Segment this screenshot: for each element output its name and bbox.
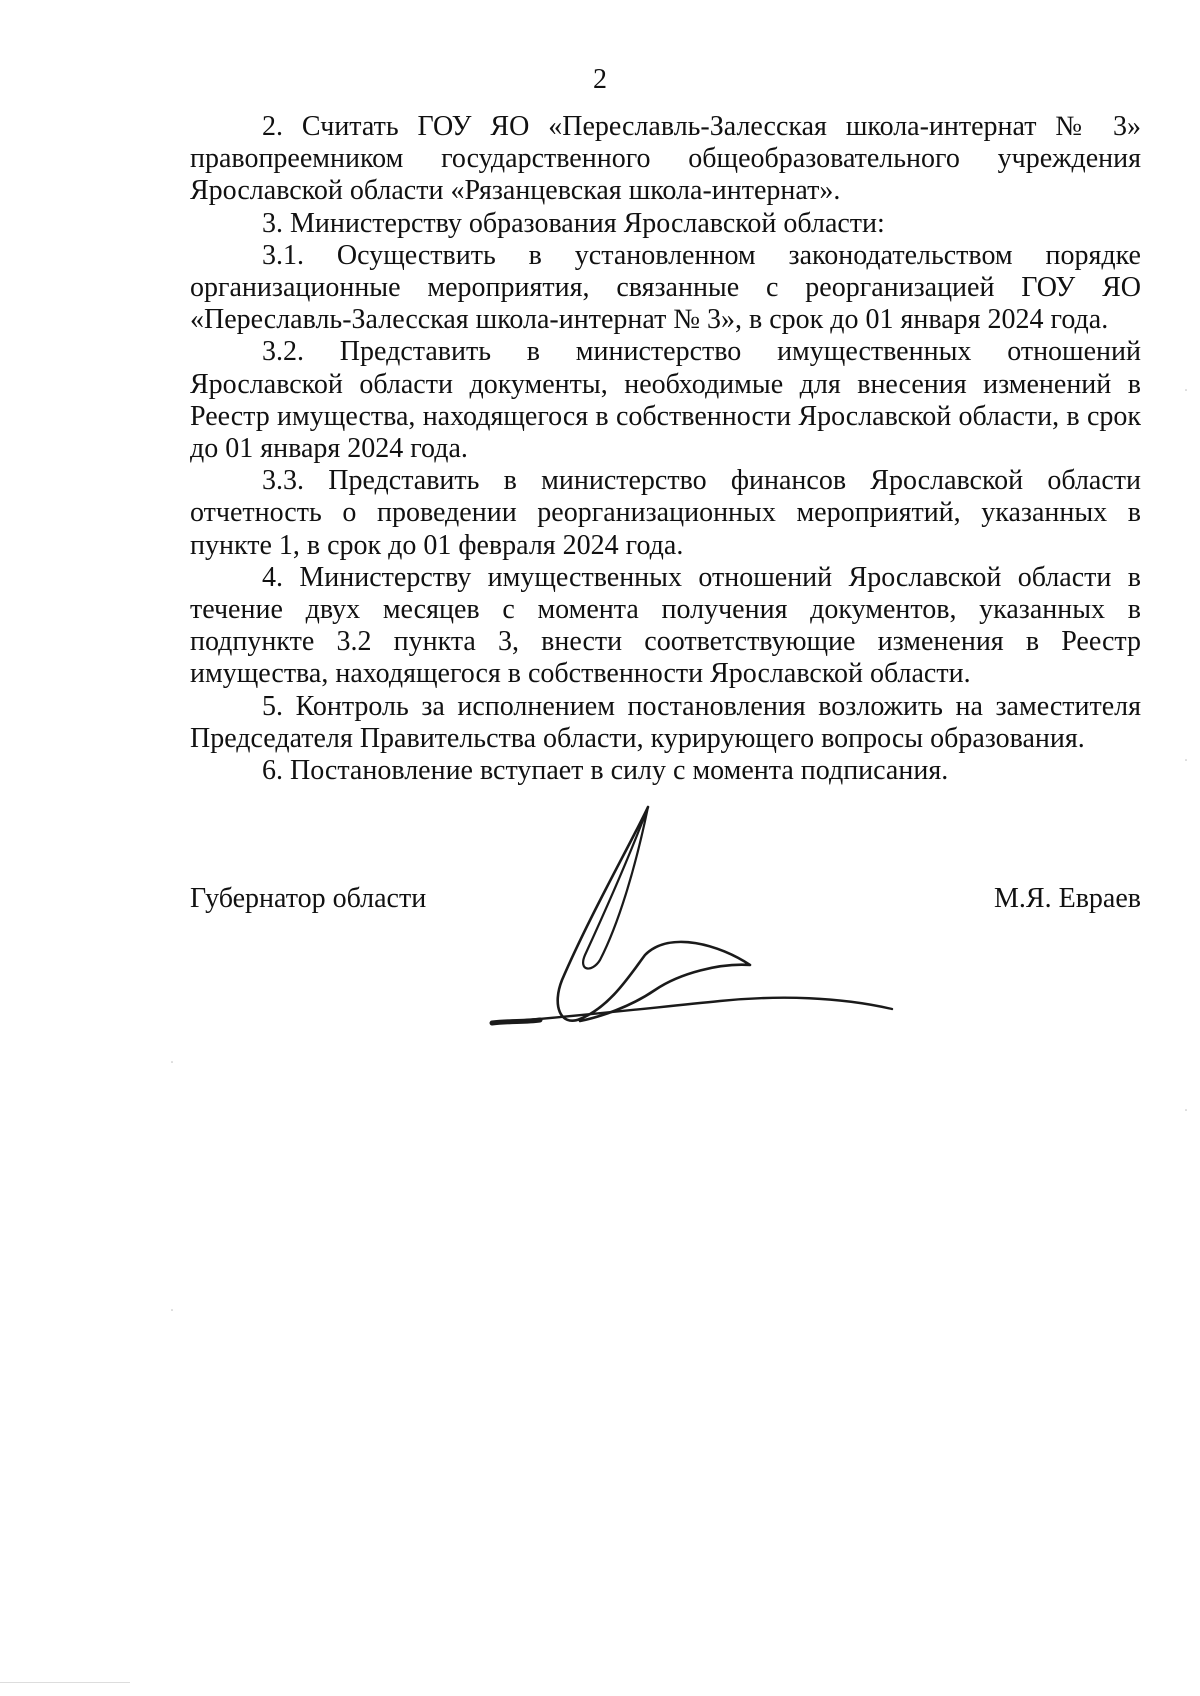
paragraph-3-1: 3.1. Осуществить в установленном законодательством порядке организационные мероприятия, связанные с реорганизацией ГОУ ЯО «Переславль-Залесская школа-интернат № 3», в срок до 01 января 2024 года.: [190, 239, 1141, 336]
paragraph-3-2: 3.2. Представить в министерство имущественных отношений Ярославской области документы, необходимые для внесения изменений в Реестр имущества, находящегося в собственности Ярославской области, в срок до 01 января 2024 года.: [190, 336, 1141, 465]
paragraph-2: 2. Считать ГОУ ЯО «Переславль-Залесская школа-интернат № 3» правопреемником государственного общеобразовательного учреждения Ярославской области «Рязанцевская школа-интернат».: [190, 111, 1141, 207]
paragraph-3: 3. Министерству образования Ярославской области:: [262, 207, 885, 239]
signature-loop-stroke: [558, 807, 750, 1021]
paragraph-3-3: 3.3. Представить в министерство финансов Ярославской области отчетность о проведении реорганизационных мероприятий, указанных в пункте 1, в срок до 01 февраля 2024 года.: [190, 465, 1141, 561]
paragraph-5: 5. Контроль за исполнением постановления возложить на заместителя Председателя Правительства области, курирующего вопросы образования.: [190, 690, 1141, 754]
signature-underline-start: [492, 1020, 540, 1023]
signature-underline-stroke: [492, 998, 892, 1023]
document-body: [190, 111, 1141, 787]
page-number: 2: [593, 64, 607, 95]
handwritten-signature: [480, 795, 910, 1045]
paragraph-6: 6. Постановление вступает в силу с момента подписания.: [262, 755, 949, 787]
paragraph-4: 4. Министерству имущественных отношений Ярославской области в течение двух месяцев с момента получения документов, указанных в подпункте 3.2 пункта 3, внести соответствующие изменения в Реестр имущества, находящегося в собственности Ярославской области.: [190, 561, 1141, 690]
signatory-title: Губернатор области: [190, 883, 427, 914]
signatory-name: М.Я. Евраев: [994, 883, 1141, 914]
signature-inner-stroke: [583, 807, 648, 969]
